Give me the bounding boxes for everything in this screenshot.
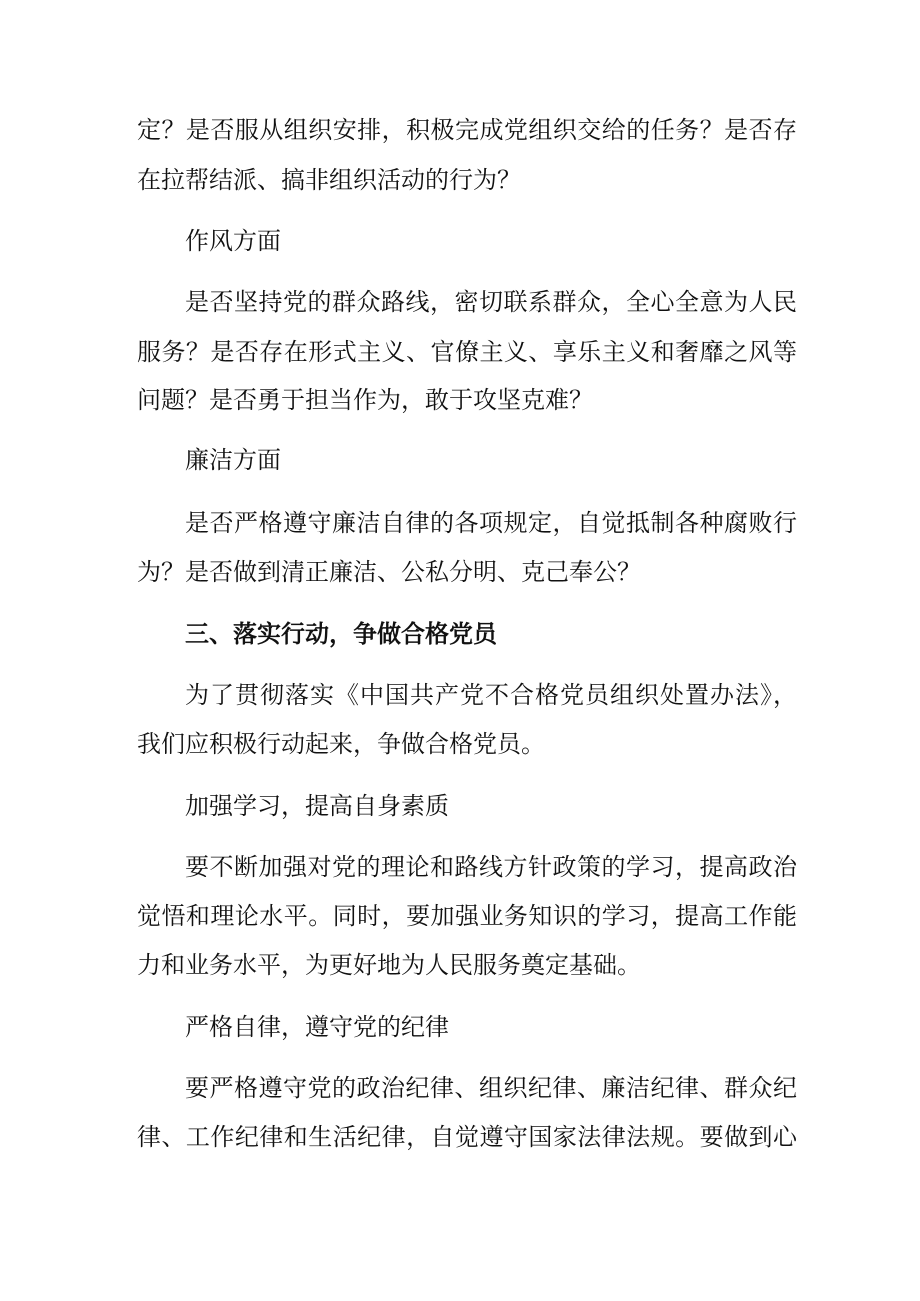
- paragraph-line: 力和业务水平，为更好地为人民服务奠定基础。: [137, 951, 641, 979]
- paragraph-line: 为了贯彻落实《中国共产党不合格党员组织处置办法》，: [185, 681, 797, 709]
- paragraph-line: 要严格遵守党的政治纪律、组织纪律、廉洁纪律、群众纪: [185, 1074, 797, 1102]
- paragraph-line: 要不断加强对党的理论和路线方针政策的学习，提高政治: [185, 853, 797, 881]
- paragraph-line: 律、工作纪律和生活纪律，自觉遵守国家法律法规。要做到心: [137, 1123, 797, 1151]
- paragraph-line: 是否严格遵守廉洁自律的各项规定，自觉抵制各种腐败行: [185, 509, 797, 537]
- paragraph-line: 是否坚持党的群众路线，密切联系群众，全心全意为人民: [185, 288, 797, 316]
- paragraph-line: 在拉帮结派、搞非组织活动的行为？: [137, 166, 521, 194]
- section-heading: 三、落实行动，争做合格党员: [185, 619, 497, 648]
- paragraph-line: 我们应积极行动起来，争做合格党员。: [137, 730, 545, 758]
- section-subheading: 严格自律，遵守党的纪律: [185, 1013, 449, 1041]
- section-subheading: 作风方面: [185, 227, 281, 255]
- paragraph-line: 问题？是否勇于担当作为，敢于攻坚克难？: [137, 386, 593, 414]
- paragraph-line: 定？是否服从组织安排，积极完成党组织交给的任务？是否存: [137, 116, 797, 144]
- section-subheading: 廉洁方面: [185, 446, 281, 474]
- paragraph-line: 服务？是否存在形式主义、官僚主义、享乐主义和奢靡之风等: [137, 338, 797, 366]
- section-subheading: 加强学习，提高自身素质: [185, 792, 449, 820]
- paragraph-line: 觉悟和理论水平。同时，要加强业务知识的学习，提高工作能: [137, 902, 797, 930]
- paragraph-line: 为？是否做到清正廉洁、公私分明、克己奉公？: [137, 558, 641, 586]
